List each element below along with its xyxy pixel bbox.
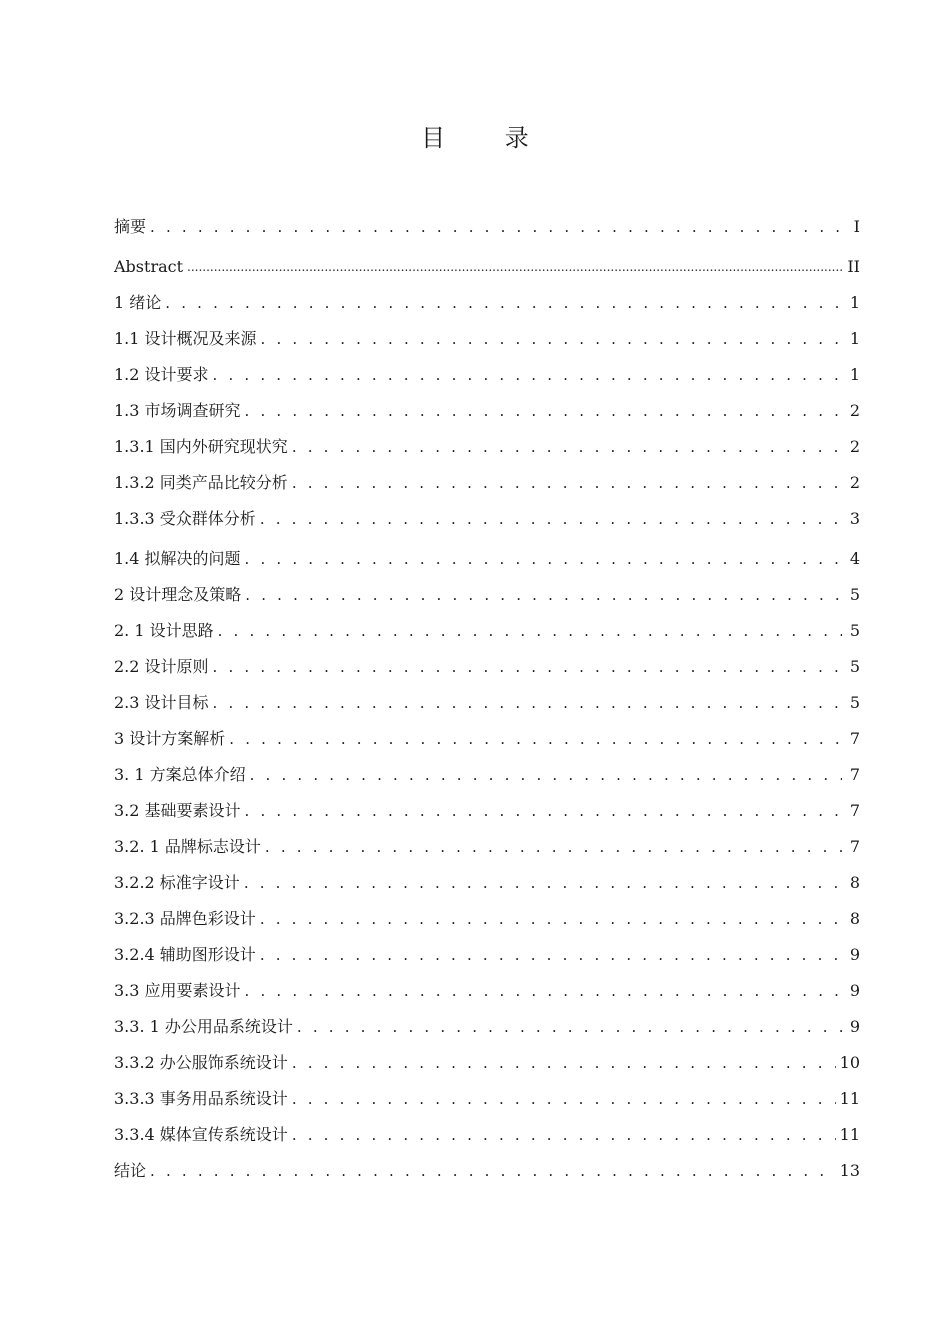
toc-entry-label: 3.2.3 品牌色彩设计 bbox=[114, 909, 256, 928]
toc-entry-label: 2. 1 设计思路 bbox=[114, 621, 214, 640]
toc-entry-label: 3.3.4 媒体宣传系统设计 bbox=[114, 1125, 288, 1144]
toc-entry-label: 2.3 设计目标 bbox=[114, 693, 209, 712]
toc-entry-label: 结论 bbox=[114, 1161, 147, 1180]
dot-leader bbox=[292, 1125, 836, 1151]
toc-entry-page: 7 bbox=[849, 837, 860, 856]
toc-entry-page: 11 bbox=[839, 1125, 860, 1144]
dot-leader bbox=[292, 1089, 836, 1115]
toc-entry-2-1[interactable] bbox=[114, 611, 860, 647]
toc-entry-label: 1.3.3 受众群体分析 bbox=[114, 509, 256, 528]
dot-leader bbox=[265, 837, 842, 863]
toc-entry-label: 3 设计方案解析 bbox=[114, 729, 226, 748]
toc-entry-page: 8 bbox=[849, 909, 860, 928]
toc-entry-label: 3. 1 方案总体介绍 bbox=[114, 765, 246, 784]
toc-entry-label: 1.2 设计要求 bbox=[114, 365, 209, 384]
toc-entry-3-2-2[interactable] bbox=[114, 863, 860, 899]
toc-entry-page: 1 bbox=[849, 329, 860, 348]
toc-entry-page: 11 bbox=[839, 1089, 860, 1108]
toc-entry-2[interactable] bbox=[114, 575, 860, 611]
dot-leader bbox=[245, 549, 842, 575]
toc-entry-label: 1.3.1 国内外研究现状究 bbox=[114, 437, 288, 456]
dot-leader bbox=[218, 621, 842, 647]
toc-entry-label: 2.2 设计原则 bbox=[114, 657, 209, 676]
toc-entry-page: 5 bbox=[849, 621, 860, 640]
toc-entry-1[interactable] bbox=[114, 283, 860, 319]
toc-entry-label: 1 绪论 bbox=[114, 293, 162, 312]
toc-entry-3-2-1[interactable] bbox=[114, 827, 860, 863]
toc-entry-page: 4 bbox=[849, 549, 860, 568]
toc-entry-1-2[interactable] bbox=[114, 355, 860, 391]
toc-entry-page: 1 bbox=[849, 293, 860, 312]
toc-entry-page: 9 bbox=[849, 945, 860, 964]
toc-entry-label: 3.2 基础要素设计 bbox=[114, 801, 241, 820]
toc-entry-1-3-3[interactable] bbox=[114, 499, 860, 535]
toc-entry-label: 3.3. 1 办公用品系统设计 bbox=[114, 1017, 293, 1036]
dot-leader bbox=[150, 1161, 836, 1187]
toc-entry-label: 3.3.3 事务用品系统设计 bbox=[114, 1089, 288, 1108]
dot-leader bbox=[187, 257, 842, 283]
toc-entry-label: 2 设计理念及策略 bbox=[114, 585, 242, 604]
toc-entry-label: 3.2. 1 品牌标志设计 bbox=[114, 837, 261, 856]
toc-entry-3[interactable] bbox=[114, 719, 860, 755]
toc-entry-page: 7 bbox=[849, 801, 860, 820]
toc-entry-label: 3.3 应用要素设计 bbox=[114, 981, 241, 1000]
page-title: 目 录 bbox=[421, 124, 555, 152]
dot-leader bbox=[292, 1053, 836, 1079]
dot-leader bbox=[245, 401, 842, 427]
toc-entry-3-3[interactable] bbox=[114, 971, 860, 1007]
toc-entry-page: 9 bbox=[849, 1017, 860, 1036]
toc-entry-label: 3.2.4 辅助图形设计 bbox=[114, 945, 256, 964]
toc-entry-page: 7 bbox=[849, 729, 860, 748]
toc-entry-page: 3 bbox=[849, 509, 860, 528]
dot-leader bbox=[150, 217, 842, 243]
dot-leader bbox=[213, 365, 842, 391]
toc-entry-label: 1.3.2 同类产品比较分析 bbox=[114, 473, 288, 492]
toc-entry-page: 9 bbox=[849, 981, 860, 1000]
toc-entry-1-3-2[interactable] bbox=[114, 463, 860, 499]
toc-entry-1-3[interactable] bbox=[114, 391, 860, 427]
dot-leader bbox=[297, 1017, 842, 1043]
toc-entry-label: 3.2.2 标准字设计 bbox=[114, 873, 240, 892]
dot-leader bbox=[292, 473, 842, 499]
toc-entry-abstract-en[interactable] bbox=[114, 243, 860, 283]
toc-entry-3-2-4[interactable] bbox=[114, 935, 860, 971]
toc-entry-page: 10 bbox=[839, 1053, 860, 1072]
toc-entry-2-3[interactable] bbox=[114, 683, 860, 719]
dot-leader bbox=[245, 801, 842, 827]
toc-entry-label: 摘要 bbox=[114, 217, 147, 236]
dot-leader bbox=[213, 693, 842, 719]
toc-entry-1-3-1[interactable] bbox=[114, 427, 860, 463]
toc-entry-3-2[interactable] bbox=[114, 791, 860, 827]
toc-entry-1-1[interactable] bbox=[114, 319, 860, 355]
toc-entry-page: 8 bbox=[849, 873, 860, 892]
toc-entry-2-2[interactable] bbox=[114, 647, 860, 683]
toc-entry-page: 2 bbox=[849, 437, 860, 456]
toc-entry-3-3-1[interactable] bbox=[114, 1007, 860, 1043]
dot-leader bbox=[213, 657, 842, 683]
dot-leader bbox=[245, 981, 842, 1007]
dot-leader bbox=[165, 293, 842, 319]
toc-entry-label: 1.3 市场调查研究 bbox=[114, 401, 241, 420]
toc-entry-1-4[interactable] bbox=[114, 535, 860, 575]
toc-entry-page: 1 bbox=[849, 365, 860, 384]
toc-entry-label: 1.1 设计概况及来源 bbox=[114, 329, 257, 348]
table-of-contents bbox=[114, 207, 860, 1187]
toc-entry-page: 13 bbox=[839, 1161, 860, 1180]
toc-entry-conclusion[interactable] bbox=[114, 1151, 860, 1187]
toc-entry-abstract-cn[interactable] bbox=[114, 207, 860, 243]
dot-leader bbox=[292, 437, 842, 463]
toc-entry-3-3-4[interactable] bbox=[114, 1115, 860, 1151]
toc-entry-page: 5 bbox=[849, 657, 860, 676]
toc-entry-page: 7 bbox=[849, 765, 860, 784]
toc-entry-3-1[interactable] bbox=[114, 755, 860, 791]
toc-entry-3-3-2[interactable] bbox=[114, 1043, 860, 1079]
dot-leader bbox=[229, 729, 842, 755]
toc-entry-page: 5 bbox=[849, 693, 860, 712]
dot-leader bbox=[250, 765, 842, 791]
dot-leader bbox=[260, 945, 842, 971]
toc-entry-page: 2 bbox=[849, 401, 860, 420]
dot-leader bbox=[245, 585, 842, 611]
dot-leader bbox=[260, 909, 842, 935]
dot-leader bbox=[261, 329, 842, 355]
toc-entry-3-3-3[interactable] bbox=[114, 1079, 860, 1115]
toc-entry-page: I bbox=[853, 217, 860, 236]
toc-entry-label: Abstract bbox=[114, 257, 184, 276]
toc-entry-page: 2 bbox=[849, 473, 860, 492]
toc-entry-page: 5 bbox=[849, 585, 860, 604]
dot-leader bbox=[260, 509, 842, 535]
toc-entry-page: II bbox=[847, 257, 860, 276]
toc-entry-3-2-3[interactable] bbox=[114, 899, 860, 935]
toc-entry-label: 3.3.2 办公服饰系统设计 bbox=[114, 1053, 288, 1072]
dot-leader bbox=[244, 873, 842, 899]
toc-entry-label: 1.4 拟解决的问题 bbox=[114, 549, 241, 568]
